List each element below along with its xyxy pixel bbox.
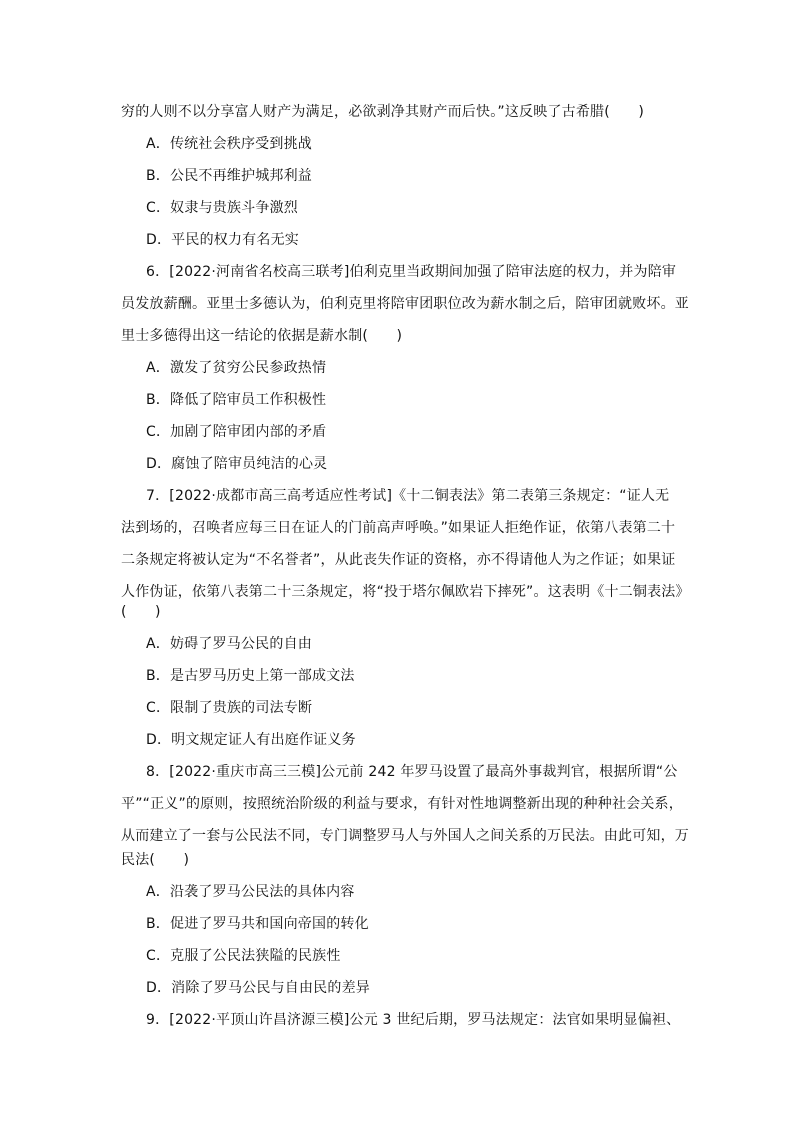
q8-stem-line-1: 8．[2022·重庆市高三三模]公元前 242 年罗马设置了最高外事裁判官，根据所谓“公 <box>146 764 678 780</box>
q7-option-c: C．限制了贵族的司法专断 <box>146 700 313 716</box>
q8-stem-line-2: 平”“正义”的原则，按照统治阶级的利益与要求，有针对性地调整新出现的种种社会关系， <box>121 796 683 812</box>
q6-stem-line-3: 里士多德得出这一结论的依据是薪水制( ) <box>121 328 403 344</box>
q8-stem-line-4: 民法( ) <box>121 852 190 868</box>
q6-stem-line-1: 6．[2022·河南省名校高三联考]伯利克里当政期间加强了陪审法庭的权力，并为陪审 <box>146 264 677 280</box>
q7-stem-line-3: 二条规定将被认定为“不名誉者”，从此丧失作证的资格，亦不得请他人为之作证；如果证 <box>121 552 676 568</box>
q7-option-a: A．妨碍了罗马公民的自由 <box>146 636 312 652</box>
q6-option-b: B．降低了陪审员工作积极性 <box>146 392 327 408</box>
q5-stem-tail: 穷的人则不以分享富人财产为满足，必欲剥净其财产而后快。”这反映了古希腊( ) <box>121 104 644 120</box>
q8-option-b: B．促进了罗马共和国向帝国的转化 <box>146 916 369 932</box>
q5-option-d: D．平民的权力有名无实 <box>146 232 299 248</box>
q5-option-b: B．公民不再维护城邦利益 <box>146 168 313 184</box>
q6-option-c: C．加剧了陪审团内部的矛盾 <box>146 424 327 440</box>
q7-option-b: B．是古罗马历史上第一部成文法 <box>146 668 355 684</box>
q8-stem-line-3: 从而建立了一套与公民法不同，专门调整罗马人与外国人之间关系的万民法。由此可知，万 <box>121 828 689 844</box>
q5-option-c: C．奴隶与贵族斗争激烈 <box>146 200 298 216</box>
q8-option-d: D．消除了罗马公民与自由民的差异 <box>146 980 370 996</box>
q8-option-c: C．克服了公民法狭隘的民族性 <box>146 948 341 964</box>
q6-option-d: D．腐蚀了陪审员纯洁的心灵 <box>146 456 328 472</box>
q7-stem-line-5: ( ) <box>121 604 161 620</box>
q7-stem-line-4: 人作伪证，依第八表第二十三条规定，将“投于塔尔佩欧岩下摔死”。这表明《十二铜表法》 <box>121 584 690 600</box>
q8-option-a: A．沿袭了罗马公民法的具体内容 <box>146 884 355 900</box>
q6-stem-line-2: 员发放薪酬。亚里士多德认为，伯利克里将陪审团职位改为薪水制之后，陪审团就败坏。亚 <box>121 296 689 312</box>
q7-stem-line-1: 7．[2022·成都市高三高考适应性考试]《十二铜表法》第二表第三条规定：“证人无 <box>146 488 670 504</box>
q5-option-a: A．传统社会秩序受到挑战 <box>146 136 312 152</box>
q7-option-d: D．明文规定证人有出庭作证义务 <box>146 732 356 748</box>
q7-stem-line-2: 法到场的，召唤者应每三日在证人的门前高声呼唤。”如果证人拒绝作证，依第八表第二十 <box>121 520 676 536</box>
q6-option-a: A．激发了贫穷公民参政热情 <box>146 360 327 376</box>
q9-stem-line-1: 9．[2022·平顶山许昌济源三模]公元 3 世纪后期，罗马法规定：法官如果明显偏袒、 <box>146 1012 681 1028</box>
